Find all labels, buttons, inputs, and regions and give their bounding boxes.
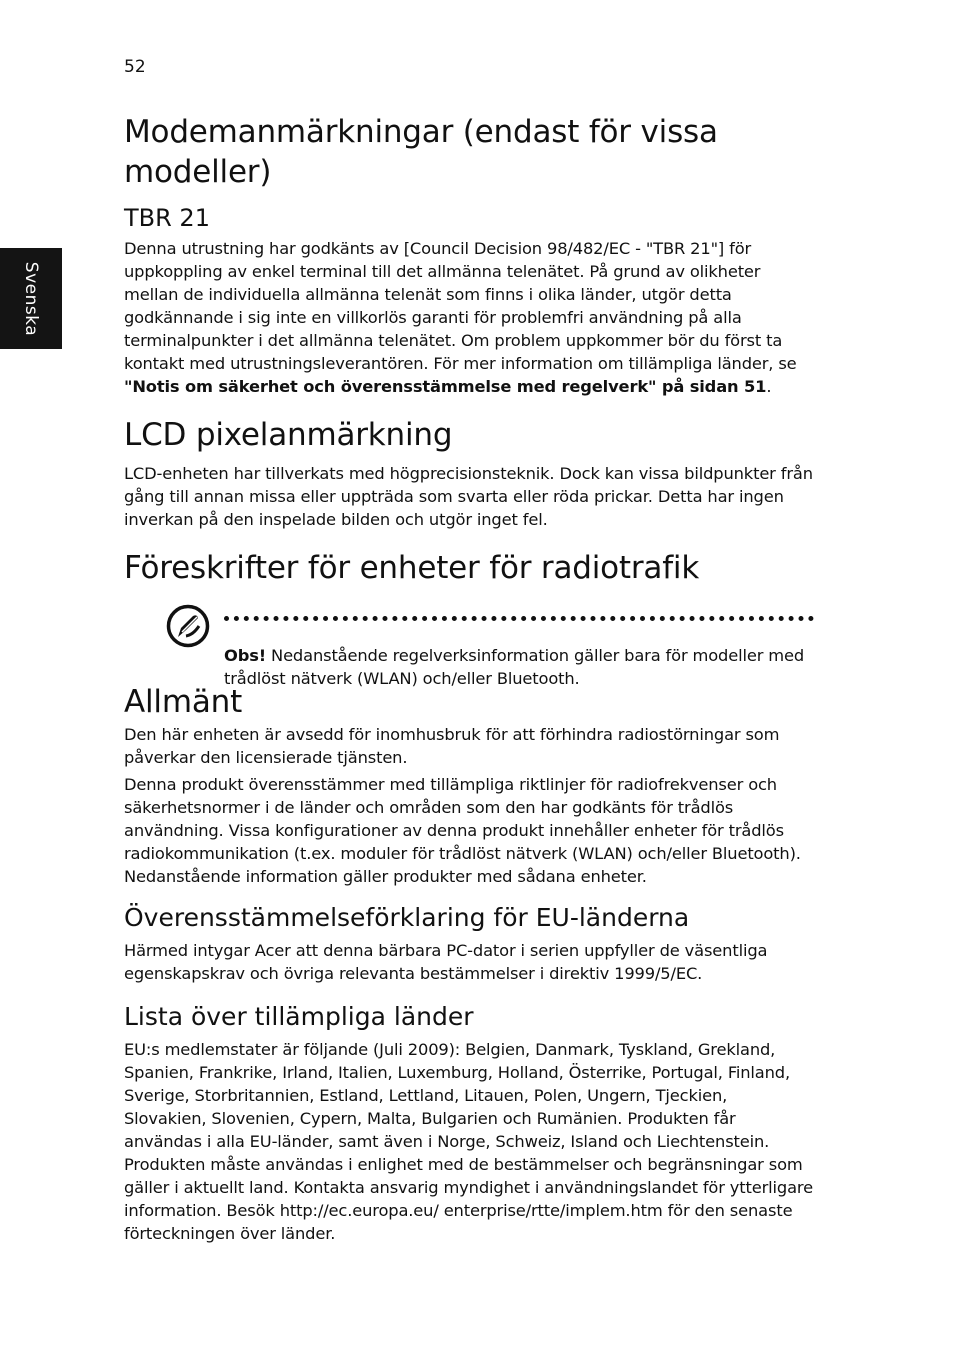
note-label: Obs! bbox=[224, 646, 267, 665]
note-body: Nedanstående regelverksinformation gäller bara för modeller med trådlöst nätverk (WLAN) och/eller Bluetooth. bbox=[224, 646, 805, 688]
general-section-title: Allmänt bbox=[124, 684, 243, 720]
modem-body bbox=[124, 237, 814, 398]
lcd-section-title: LCD pixelanmärkning bbox=[124, 417, 453, 453]
note-pen-icon bbox=[166, 604, 210, 648]
modem-body-text: Denna utrustning har godkänts av [Council Decision 98/482/EC - "TBR 21"] för uppkoppling av enkel terminal till det allmänna telenätet. På grund av olikheter mellan de individuella allmänna telenät som finns i olika länder, utgör detta godkännande i sig inte en villkorlös garanti för problemfri användning på alla terminalpunkter i det allmänna telenätet. Om problem uppkommer bör du först ta kontakt med utrustningsleverantören. För mer information om tillämpliga länder, se bbox=[124, 239, 797, 373]
modem-body-reference-link[interactable]: "Notis om säkerhet och överensstämmelse med regelverk" på sidan 51 bbox=[124, 377, 767, 396]
general-para-1: Den här enheten är avsedd för inomhusbruk för att förhindra radiostörningar som påverkar den licensierade tjänsten. bbox=[124, 725, 780, 767]
countries-section-title: Lista över tillämpliga länder bbox=[124, 1002, 474, 1031]
eu-section-title: Överensstämmelseförklaring för EU-länderna bbox=[124, 903, 690, 932]
general-para-2: Denna produkt överensstämmer med tillämpliga riktlinjer för radiofrekvenser och säkerhetsnormer i de länder och områden som den har godkänts för trådlös användning. Vissa konfigurationer av denna produkt innehåller enheter för trådlös radiokommunikation (t.ex. moduler för trådlöst nätverk (WLAN) och/eller Bluetooth). Nedanstående information gäller produkter med sådana enheter. bbox=[124, 775, 801, 886]
modem-body-end: . bbox=[766, 377, 772, 396]
language-side-tab bbox=[0, 248, 62, 349]
radio-section-title: Föreskrifter för enheter för radiotrafik bbox=[124, 550, 700, 586]
page-content bbox=[124, 112, 814, 1245]
modem-section-title: Modemanmärkningar (endast för vissa modeller) bbox=[124, 114, 718, 190]
page-number: 52 bbox=[124, 57, 146, 77]
note-text bbox=[224, 644, 814, 690]
lcd-body: LCD-enheten har tillverkats med högprecisionsteknik. Dock kan vissa bildpunkter från gång till annan missa eller uppträda som svarta eller röda prickar. Detta har ingen inverkan på den inspelade bilden och utgör inget fel. bbox=[124, 464, 813, 529]
language-side-tab-label: Svenska bbox=[21, 261, 41, 336]
countries-body: EU:s medlemstater är följande (Juli 2009): Belgien, Danmark, Tyskland, Grekland, Spanien, Frankrike, Irland, Italien, Luxemburg, Holland, Österrike, Portugal, Finland, Sverige, Storbritannien, Estland, Lettland, Litauen, Polen, Ungern, Tjeckien, Slovakien, Slovenien, Cypern, Malta, Bulgarien och Rumänien. Produkten får användas i alla EU-länder, samt även i Norge, Schweiz, Island och Liechtenstein. Produkten måste användas i enlighet med de bestämmelser och begränsningar som gäller i aktuellt land. Kontakta ansvarig myndighet i användningslandet för ytterligare information. Besök http://ec.europa.eu/ enterprise/rtte/implem.htm för den senaste förteckningen över länder. bbox=[124, 1040, 813, 1243]
note-dotted-divider bbox=[224, 616, 814, 621]
note-box bbox=[124, 602, 814, 688]
tbr21-subtitle: TBR 21 bbox=[124, 204, 210, 232]
eu-body: Härmed intygar Acer att denna bärbara PC-dator i serien uppfyller de väsentliga egenskapskrav och övriga relevanta bestämmelser i direktiv 1999/5/EC. bbox=[124, 941, 768, 983]
